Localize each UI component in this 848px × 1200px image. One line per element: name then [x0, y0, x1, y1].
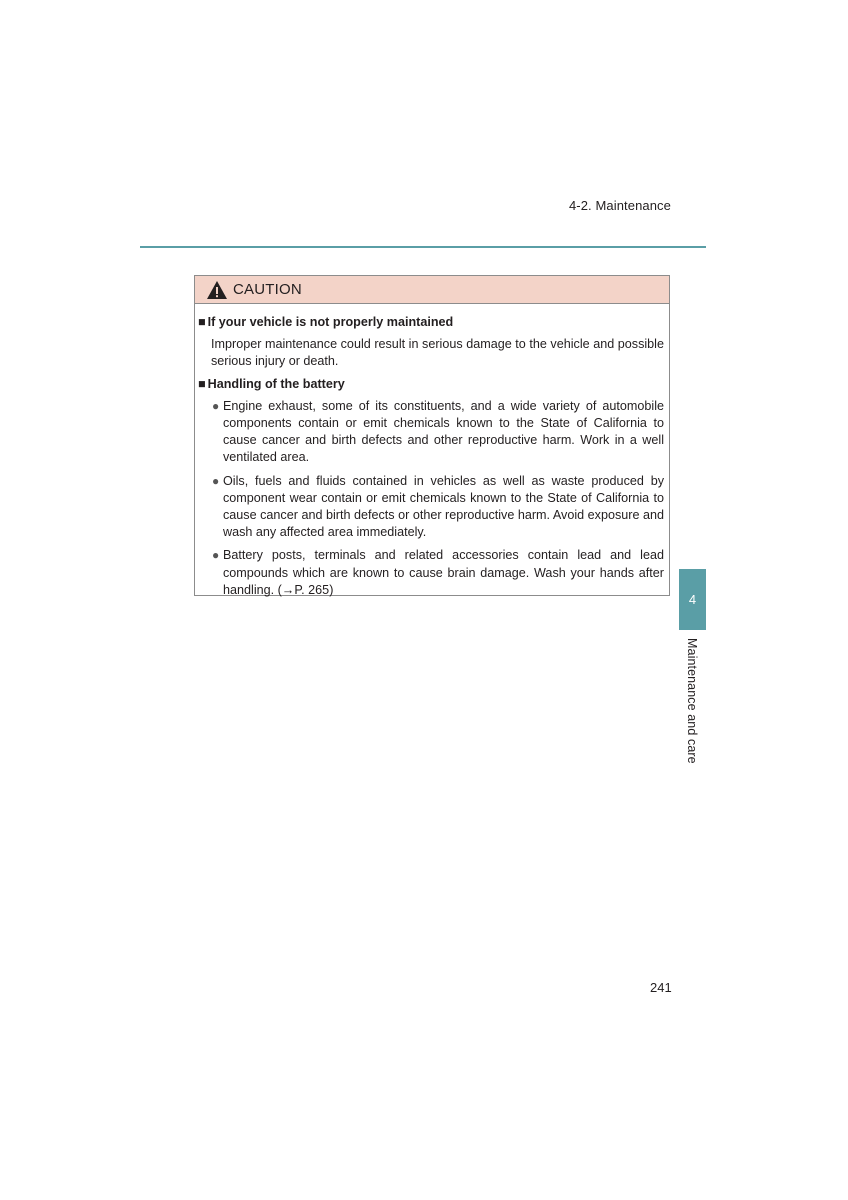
- square-marker-icon: ■: [198, 315, 206, 329]
- chapter-tab-label: Maintenance and care: [685, 638, 699, 764]
- square-marker-icon: ■: [198, 376, 206, 391]
- bullet-item: ● Oils, fuels and fluids contained in vehicles as well as waste produced by component wear contain or emit chemicals known to the State of California to cause cancer and birth defects or other reproductive harm. Avoid exposure and wash any affected area immediately.: [212, 473, 664, 540]
- page-number: 241: [650, 980, 672, 995]
- section-heading-maintenance: ■ If your vehicle is not properly maintained: [198, 315, 454, 329]
- bullet-item: ● Engine exhaust, some of its constituents, and a wide variety of automobile components contain or emit chemicals known to the State of California to cause cancer and birth defects and other reproductive harm. Work in a well ventilated area.: [212, 398, 664, 465]
- bullet-dot-icon: ●: [212, 473, 220, 488]
- bullet-dot-icon: ●: [212, 548, 220, 563]
- section-text-maintenance: Improper maintenance could result in serious damage to the vehicle and possible serious injury or death.: [211, 337, 664, 369]
- bullet-dot-icon: ●: [212, 398, 220, 413]
- header-divider: [140, 246, 706, 248]
- caution-box: [194, 275, 670, 596]
- section-heading-battery: ■ Handling of the battery: [198, 376, 345, 391]
- warning-triangle-icon: [206, 280, 228, 300]
- bullet-item: ● Battery posts, terminals and related accessories contain lead and lead compounds which are known to cause brain damage. Wash your hands after handling. (→P. 265): [212, 548, 664, 597]
- caution-label: CAUTION: [233, 281, 302, 298]
- chapter-tab: 4: [679, 569, 706, 630]
- section-title: 4-2. Maintenance: [568, 198, 671, 213]
- caution-body: [195, 304, 669, 599]
- caution-header: [195, 276, 669, 304]
